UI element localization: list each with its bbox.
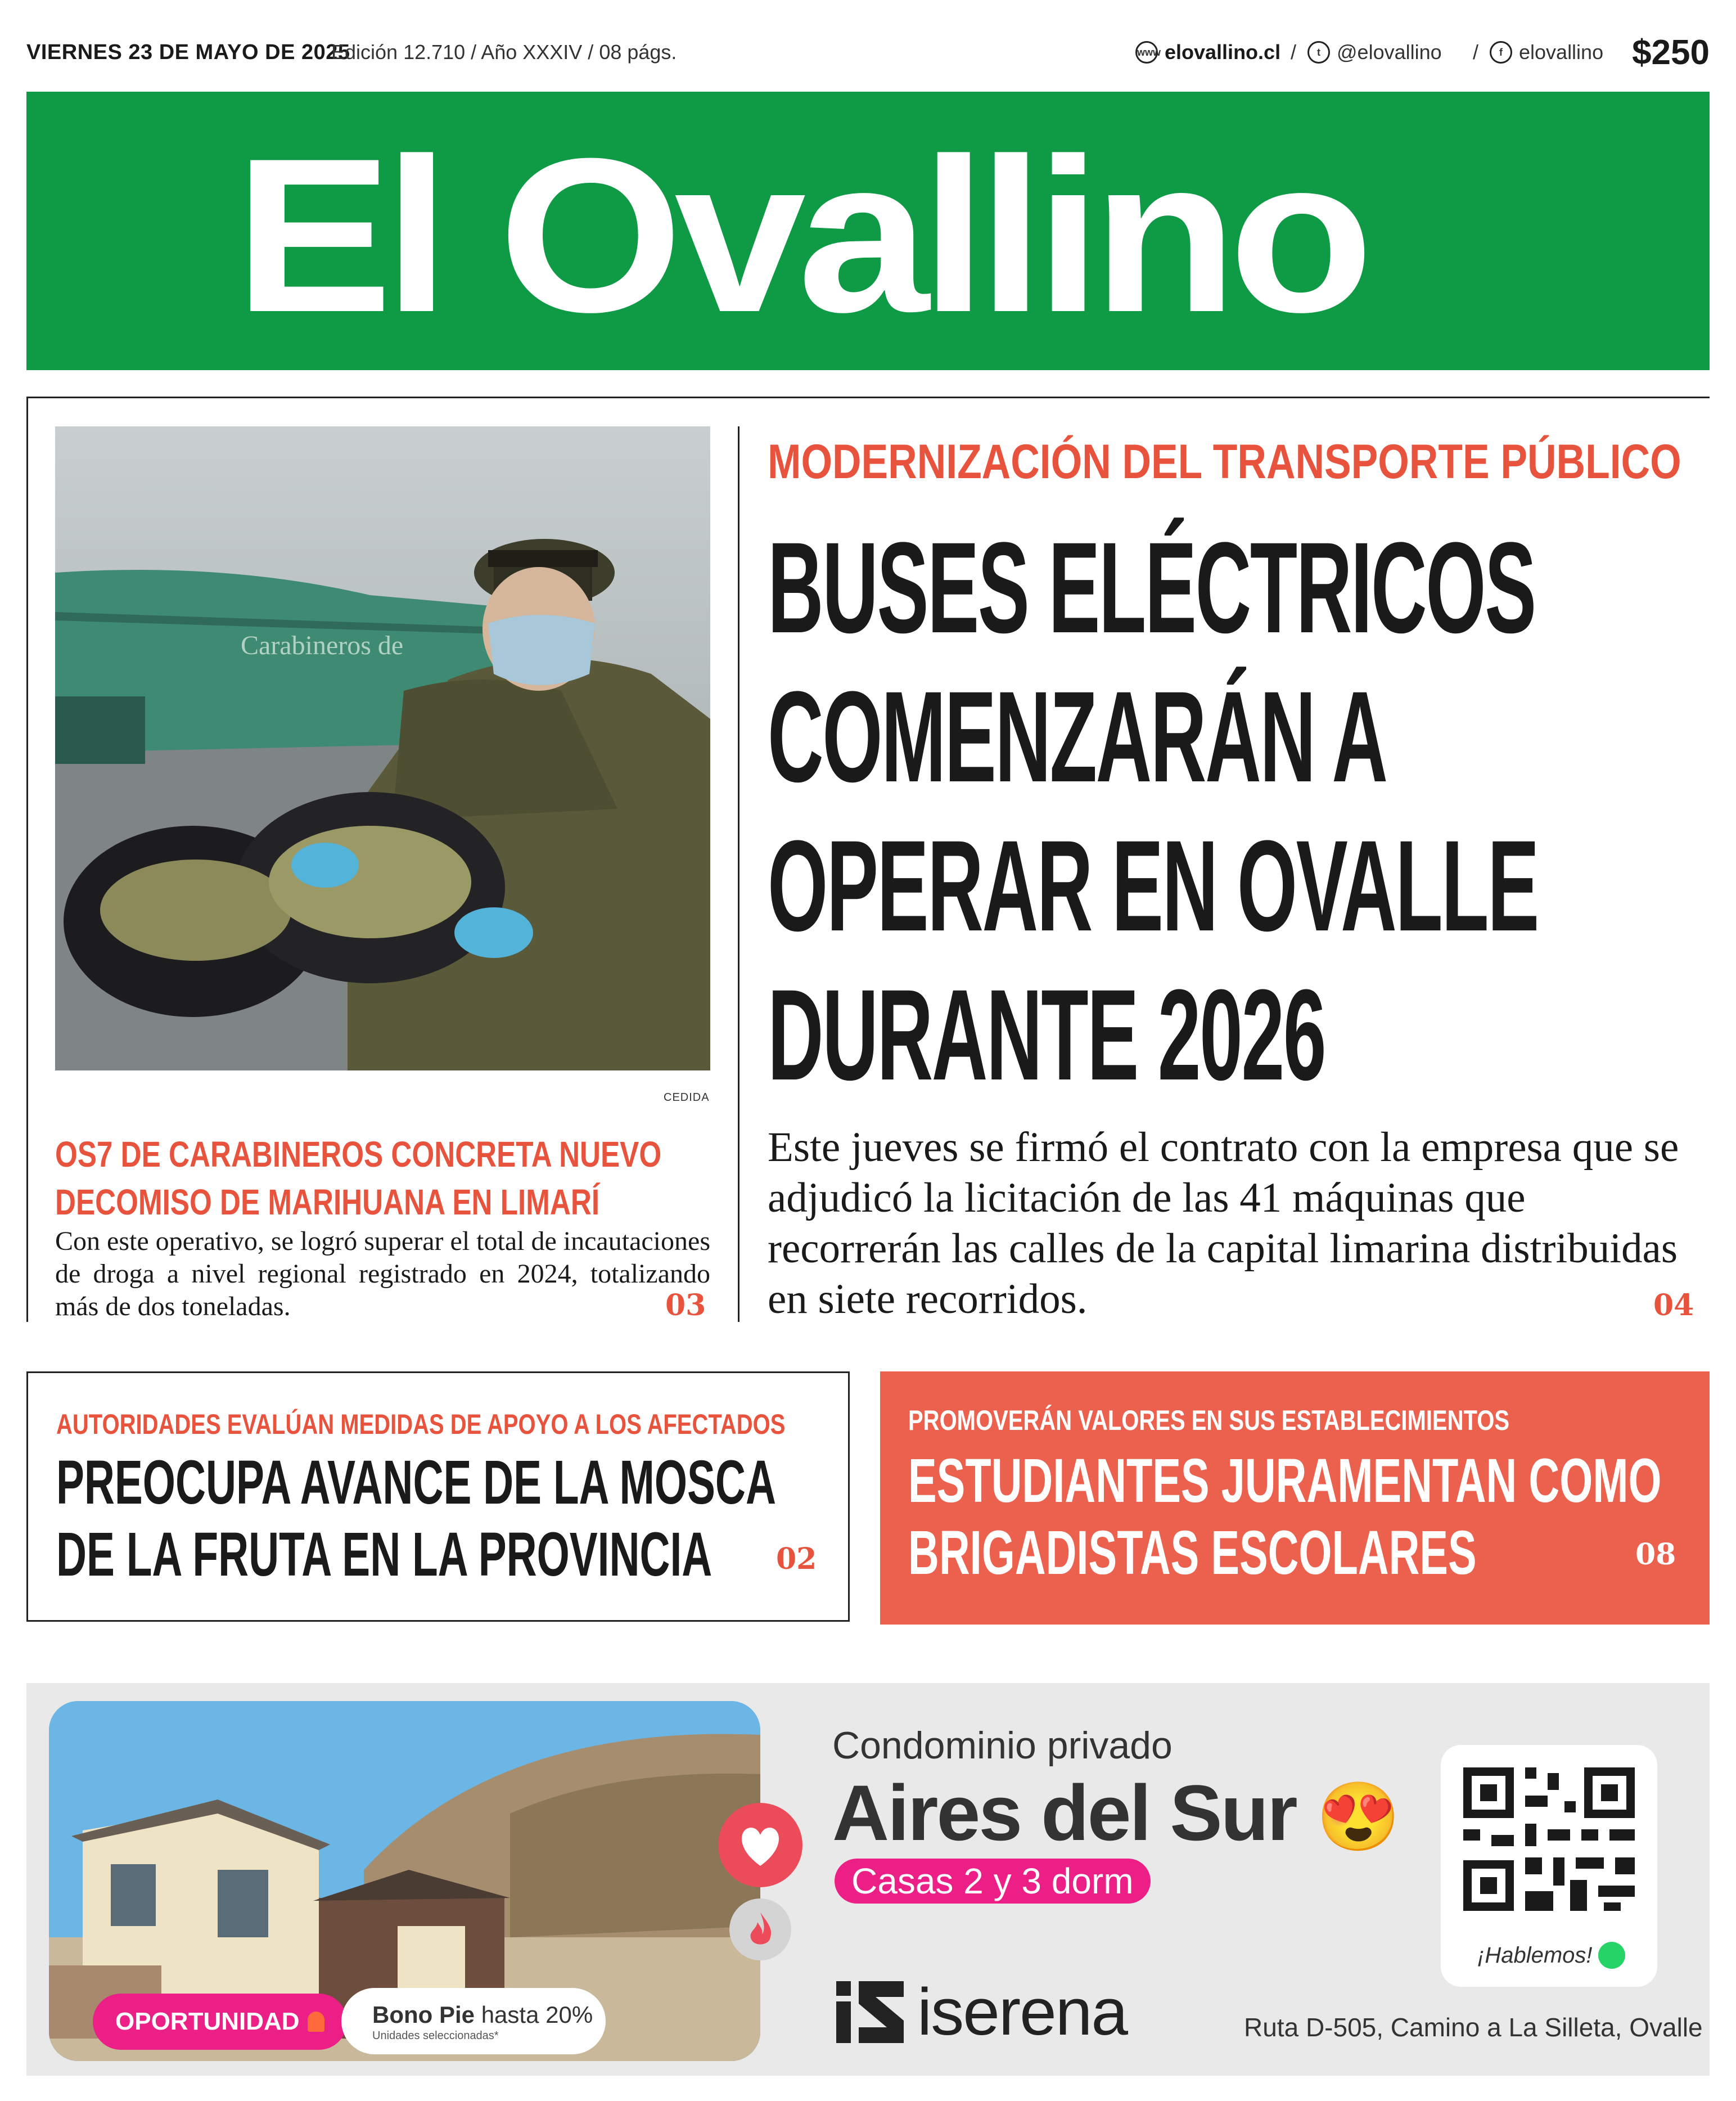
main-headline-line-2[interactable]: COMENZARÁN A — [768, 664, 1387, 809]
fruit-fly-headline-line-1[interactable]: PREOCUPA AVANCE DE LA MOSCA — [56, 1448, 776, 1517]
twitter-icon: t — [1307, 41, 1330, 64]
twitter-handle: @elovallino — [1337, 41, 1442, 64]
section-divider — [26, 397, 28, 1322]
masthead — [26, 92, 1710, 370]
brigadistas-headline-line-2[interactable]: BRIGADISTAS ESCOLARES — [908, 1518, 1477, 1587]
main-headline-line-3[interactable]: OPERAR EN OVALLE — [768, 813, 1538, 958]
main-kicker: MODERNIZACIÓN DEL TRANSPORTE PÚBLICO — [768, 435, 1681, 489]
fruit-fly-page-number[interactable]: 02 — [776, 1542, 817, 1576]
website-link[interactable] — [1135, 41, 1280, 64]
photo-illustration — [55, 426, 710, 1070]
fire-shape — [729, 1898, 791, 1960]
real-estate-ad[interactable] — [26, 1683, 1710, 2076]
brigadistas-kicker: PROMOVERÁN VALORES EN SUS ESTABLECIMIENTOS — [908, 1405, 1510, 1436]
ad-title-text: Aires del Sur — [832, 1769, 1296, 1857]
left-story-page-number[interactable]: 03 — [665, 1288, 706, 1322]
alarm-icon — [308, 2012, 324, 2032]
bono-main: Bono Pie — [372, 2001, 475, 2028]
qr-caption-text: ¡Hablemos! — [1477, 1942, 1593, 1968]
oportunidad-label: OPORTUNIDAD — [115, 2008, 300, 2035]
separator: / — [1291, 41, 1297, 64]
helicopter-lettering: Carabineros de — [241, 631, 404, 660]
story-box-fruit-fly[interactable] — [26, 1371, 850, 1622]
brigadistas-headline-line-1[interactable]: ESTUDIANTES JURAMENTAN COMO — [908, 1446, 1662, 1515]
ad-title — [832, 1767, 1399, 1859]
qr-code-card[interactable] — [1441, 1745, 1657, 1987]
heart-eyes-icon: 😍 — [1316, 1779, 1399, 1855]
left-headline-line-2[interactable]: DECOMISO DE MARIHUANA EN LIMARÍ — [55, 1182, 600, 1222]
cover-price: $250 — [1632, 33, 1710, 72]
qr-code-icon — [1441, 1745, 1657, 1931]
iserena-logo — [836, 1976, 1127, 2049]
main-headline-line-4[interactable]: DURANTE 2026 — [768, 962, 1325, 1107]
bono-subtext: Unidades seleccionadas* — [372, 2030, 499, 2042]
carabinero-photo[interactable] — [55, 426, 710, 1070]
facebook-handle: elovallino — [1519, 41, 1604, 64]
section-divider — [26, 397, 1710, 398]
twitter-link[interactable] — [1307, 41, 1442, 64]
left-story-summary: Con este operativo, se logró superar el total de incautaciones de droga a nivel regional registrado en 2024, totalizando más de dos toneladas. — [55, 1226, 710, 1321]
main-headline-line-1[interactable]: BUSES ELÉCTRICOS — [768, 515, 1535, 660]
main-story-summary: Este jueves se firmó el contrato con la empresa que se adjudicó la licitación de las 41 máquinas que recorrerán las calles de la capital limarina distribuidas en siete recorridos. — [768, 1124, 1679, 1322]
heart-icon[interactable] — [718, 1803, 802, 1887]
left-headline-line-1[interactable]: OS7 DE CARABINEROS CONCRETA NUEVO — [55, 1134, 662, 1175]
whatsapp-icon — [1598, 1942, 1625, 1969]
ad-house-photo — [49, 1701, 760, 2061]
column-divider — [738, 426, 740, 1322]
iserena-wordmark: iserena — [917, 1975, 1128, 2049]
newspaper-logo: El Ovallino — [235, 113, 1365, 358]
heart-shape — [718, 1803, 802, 1887]
qr-caption — [1477, 1942, 1625, 1969]
fruit-fly-kicker: AUTORIDADES EVALÚAN MEDIDAS DE APOYO A LOS AFECTADOS — [56, 1409, 786, 1440]
ad-casas-pill: Casas 2 y 3 dorm — [835, 1859, 1151, 1904]
fruit-fly-headline-line-2[interactable]: DE LA FRUTA EN LA PROVINCIA — [56, 1520, 713, 1589]
facebook-icon: f — [1490, 41, 1512, 64]
edition-info: Edición 12.710 / Año XXXIV / 08 págs. — [331, 41, 677, 64]
ad-subtitle: Condominio privado — [832, 1724, 1173, 1767]
globe-icon: www — [1135, 41, 1158, 64]
separator: / — [1473, 41, 1479, 64]
main-story-page-number[interactable]: 04 — [1653, 1288, 1694, 1322]
oportunidad-badge[interactable] — [93, 1994, 347, 2050]
fire-icon[interactable] — [729, 1898, 791, 1960]
website-text: elovallino.cl — [1165, 41, 1281, 64]
top-info-bar — [26, 33, 1710, 78]
issue-date: VIERNES 23 DE MAYO DE 2025 — [26, 41, 350, 64]
ad-address: Ruta D-505, Camino a La Silleta, Ovalle — [1244, 2013, 1703, 2042]
facebook-link[interactable] — [1490, 41, 1603, 64]
iserena-mark-icon — [836, 1981, 904, 2043]
story-box-brigadistas[interactable] — [880, 1371, 1710, 1625]
photo-credit: CEDIDA — [664, 1091, 710, 1104]
bono-rest: hasta 20% — [481, 2001, 593, 2028]
bono-pie-tag — [341, 1988, 606, 2054]
brigadistas-page-number[interactable]: 08 — [1635, 1537, 1676, 1572]
